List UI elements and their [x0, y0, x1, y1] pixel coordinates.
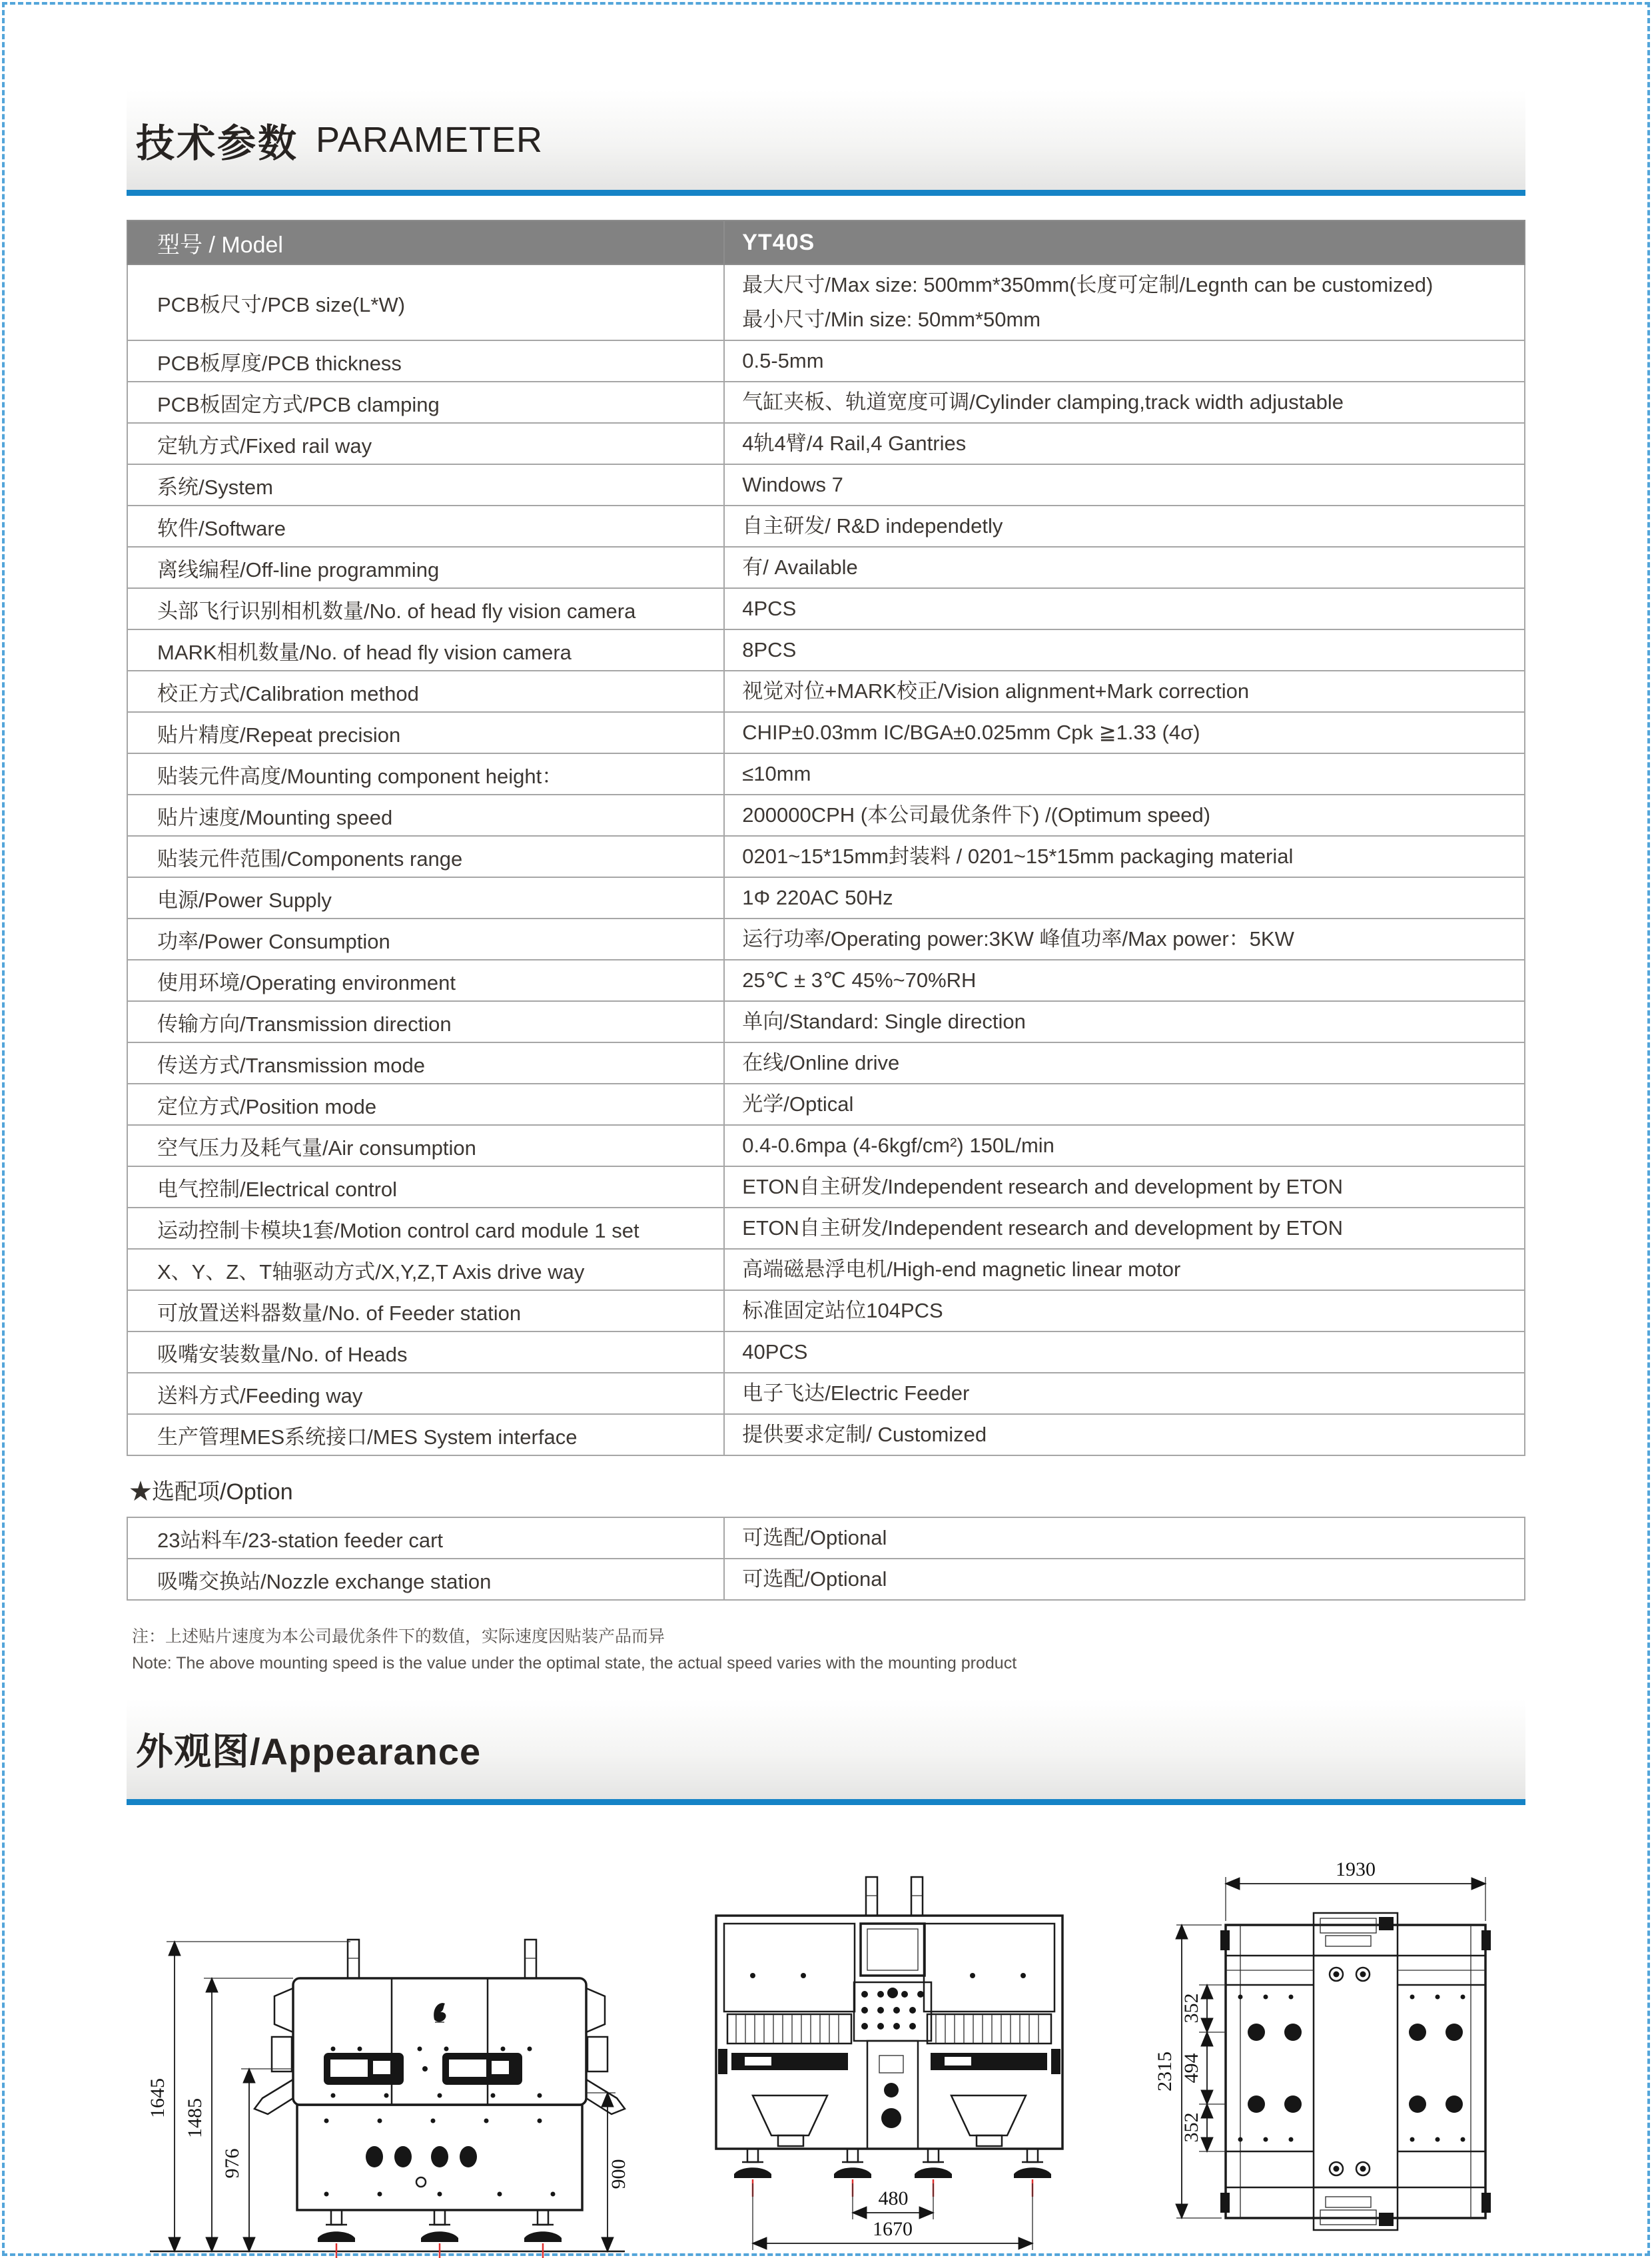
- monitor: [861, 1924, 925, 1976]
- param-label: 运动控制卡模块1套/Motion control card module 1 set: [127, 1208, 724, 1249]
- note-line-cn: 注：上述贴片速度为本公司最优条件下的数值，实际速度因贴装产品而异: [132, 1627, 665, 1646]
- param-value: [724, 1517, 1525, 1559]
- page-content: [127, 0, 1525, 2258]
- table-row: [127, 795, 1525, 836]
- parameter-title-cn: 技术参数: [136, 122, 299, 165]
- param-label: 吸嘴安装数量/No. of Heads: [127, 1331, 724, 1373]
- param-value-line: 4轨4臂/4 Rail,4 Gantries: [742, 432, 967, 455]
- param-value-line: 在线/Online drive: [742, 1051, 900, 1074]
- hopper-left: [753, 2095, 827, 2146]
- param-label: 贴片速度/Mounting speed: [127, 795, 724, 836]
- param-label: 传送方式/Transmission mode: [127, 1042, 724, 1084]
- table-row: [127, 1414, 1525, 1455]
- table-row: [127, 382, 1525, 423]
- table-row: [127, 588, 1525, 629]
- signal-post: [866, 1877, 877, 1916]
- parameter-title-en: PARAMETER: [316, 120, 544, 160]
- param-value-line: Windows 7: [742, 473, 843, 496]
- dim-label: 352: [1180, 2112, 1202, 2143]
- dimension-width: [1226, 1858, 1485, 1921]
- param-value: [724, 547, 1525, 588]
- param-label: PCB板固定方式/PCB clamping: [127, 382, 724, 423]
- table-row: [127, 340, 1525, 382]
- param-label: 软件/Software: [127, 506, 724, 547]
- dim-label: 900: [608, 2159, 629, 2189]
- side-attachment-right: [586, 1988, 625, 2114]
- dim-label: 352: [1180, 1993, 1202, 2024]
- param-value-line: 0201~15*15mm封装料 / 0201~15*15mm packaging material: [742, 845, 1294, 868]
- param-label: 电源/Power Supply: [127, 877, 724, 919]
- table-row: [127, 1331, 1525, 1373]
- signal-post: [911, 1877, 923, 1916]
- param-value-line: 单向/Standard: Single direction: [742, 1010, 1026, 1033]
- param-value: [724, 1331, 1525, 1373]
- param-value-line: ≤10mm: [742, 762, 811, 785]
- param-value: [724, 340, 1525, 382]
- param-value: [724, 464, 1525, 506]
- dimension-rear-band: [1180, 2104, 1226, 2151]
- table-row: [127, 506, 1525, 547]
- param-value: [724, 960, 1525, 1001]
- param-value: [724, 1125, 1525, 1166]
- table-row: [127, 1517, 1525, 1559]
- bolt-dots: [1238, 1995, 1465, 2142]
- param-label: 电气控制/Electrical control: [127, 1166, 724, 1208]
- param-label: 系统/System: [127, 464, 724, 506]
- dim-label: 1485: [184, 2098, 206, 2138]
- table-row: [127, 629, 1525, 671]
- side-attachment-left: [254, 1988, 293, 2114]
- param-value: [724, 629, 1525, 671]
- param-value-line: 视觉对位+MARK校正/Vision alignment+Mark correction: [742, 679, 1250, 703]
- parameter-table: [127, 220, 1525, 1456]
- middle-view-drawing: [653, 1842, 1119, 2258]
- note-line-en: Note: The above mounting speed is the value under the optimal state, the actual speed varies with the mounting product: [132, 1654, 1017, 1673]
- param-value: [724, 795, 1525, 836]
- table-row: [127, 753, 1525, 795]
- param-value: [724, 423, 1525, 464]
- param-value: [724, 264, 1525, 340]
- param-label: 校正方式/Calibration method: [127, 671, 724, 712]
- top-view-drawing: [1126, 1832, 1525, 2258]
- param-value: [724, 1084, 1525, 1125]
- param-value-line: 4PCS: [742, 597, 797, 620]
- center-bolts: [1330, 1968, 1370, 2175]
- param-value-line: 40PCS: [742, 1340, 808, 1363]
- param-value: [724, 1042, 1525, 1084]
- param-value: [724, 712, 1525, 753]
- param-value-line: 最大尺寸/Max size: 500mm*350mm(长度可定制/Legnth can be customized): [742, 273, 1434, 296]
- table-row: [127, 1125, 1525, 1166]
- param-value: [724, 753, 1525, 795]
- option-section-title: ★选配项/Option: [129, 1479, 293, 1505]
- table-row: [127, 1084, 1525, 1125]
- table-header-row: [127, 220, 1525, 264]
- feeder-comb-left: [727, 2014, 851, 2044]
- panel-buttons: [861, 1988, 924, 2030]
- model-header-label: 型号 / Model: [127, 220, 724, 264]
- appearance-header-rule: [127, 1799, 1525, 1805]
- parameter-section-header: [127, 90, 1525, 190]
- param-value: [724, 1373, 1525, 1414]
- machine-top-outline: [1226, 1925, 1485, 2218]
- dimension-body-height: [184, 1978, 293, 2251]
- param-value: [724, 382, 1525, 423]
- dim-label: 1670: [873, 2218, 913, 2240]
- table-row: [127, 464, 1525, 506]
- table-row: [127, 1290, 1525, 1331]
- param-label: X、Y、Z、T轴驱动方式/X,Y,Z,T Axis drive way: [127, 1249, 724, 1290]
- param-value-line: 可选配/Optional: [742, 1567, 887, 1591]
- param-value-line: 气缸夹板、轨道宽度可调/Cylinder clamping,track width adjustable: [742, 390, 1344, 414]
- dim-label: 2315: [1154, 2052, 1176, 2091]
- bottom-center-module: [1314, 2187, 1398, 2230]
- param-label: MARK相机数量/No. of head fly vision camera: [127, 629, 724, 671]
- table-row: [127, 1208, 1525, 1249]
- eton-logo-mark: [434, 2003, 446, 2022]
- param-value-line: 高端磁悬浮电机/High-end magnetic linear motor: [742, 1258, 1181, 1281]
- feeder-slot: [442, 2053, 522, 2085]
- table-row: [127, 423, 1525, 464]
- param-value: [724, 588, 1525, 629]
- param-value-line: 0.5-5mm: [742, 349, 824, 372]
- table-row: [127, 919, 1525, 960]
- param-value-line: 0.4-0.6mpa (4-6kgf/cm²) 150L/min: [742, 1134, 1054, 1157]
- table-row: [127, 712, 1525, 753]
- dim-label: 480: [878, 2187, 909, 2209]
- param-value-line: 自主研发/ R&D independetly: [742, 514, 1003, 538]
- param-label: 送料方式/Feeding way: [127, 1373, 724, 1414]
- front-view-drawing: [127, 1878, 646, 2258]
- feeder-comb-right: [927, 2014, 1051, 2044]
- param-value: [724, 1290, 1525, 1331]
- param-value-line: 光学/Optical: [742, 1092, 854, 1116]
- param-value: [724, 919, 1525, 960]
- model-header-value: YT40S: [724, 220, 1525, 264]
- table-row: [127, 547, 1525, 588]
- left-bay: [724, 1924, 855, 2012]
- param-value: [724, 1208, 1525, 1249]
- dimension-front-band: [1180, 1985, 1226, 2032]
- param-value-line: 标准固定站位104PCS: [742, 1299, 943, 1322]
- table-row: [127, 960, 1525, 1001]
- param-value-line: 提供要求定制/ Customized: [742, 1423, 987, 1446]
- param-label: 使用环境/Operating environment: [127, 960, 724, 1001]
- param-value-line: 有/ Available: [742, 556, 858, 579]
- param-value: [724, 836, 1525, 877]
- dimension-total-height: [147, 1942, 350, 2251]
- table-row: [127, 1042, 1525, 1084]
- dimension-conveyor-height: [221, 2069, 293, 2251]
- param-value: [724, 1166, 1525, 1208]
- dim-label: 1930: [1336, 1858, 1376, 1880]
- parameter-header-rule: [127, 190, 1525, 196]
- dimension-center-band: [1180, 2032, 1226, 2104]
- param-value-line: 200000CPH (本公司最优条件下) /(Optimum speed): [742, 803, 1211, 827]
- param-label: 贴装元件范围/Components range: [127, 836, 724, 877]
- dim-label: 494: [1180, 2053, 1202, 2083]
- table-row: [127, 877, 1525, 919]
- param-label: 生产管理MES系统接口/MES System interface: [127, 1414, 724, 1455]
- param-label: 贴装元件高度/Mounting component height：: [127, 753, 724, 795]
- feeder-slot: [324, 2053, 404, 2085]
- param-label: 定轨方式/Fixed rail way: [127, 423, 724, 464]
- param-value-line: 8PCS: [742, 638, 797, 661]
- param-value-line: 最小尺寸/Min size: 50mm*50mm: [742, 308, 1041, 331]
- param-value: [724, 877, 1525, 919]
- param-value: [724, 1001, 1525, 1042]
- appearance-section-header: [127, 1699, 1525, 1799]
- param-label: PCB板厚度/PCB thickness: [127, 340, 724, 382]
- table-row: [127, 836, 1525, 877]
- machine-body: [293, 1978, 586, 2105]
- param-value-line: ETON自主研发/Independent research and development by ETON: [742, 1175, 1344, 1198]
- table-row: [127, 264, 1525, 340]
- dimension-inner-feet-span: [853, 2183, 933, 2219]
- table-row: [127, 671, 1525, 712]
- param-label: 离线编程/Off-line programming: [127, 547, 724, 588]
- dimension-base-height: [586, 2093, 629, 2251]
- appearance-drawings: [127, 1832, 1525, 2258]
- option-table: [127, 1517, 1525, 1601]
- right-bay: [924, 1924, 1054, 2012]
- param-value-line: CHIP±0.03mm IC/BGA±0.025mm Cpk ≧1.33 (4σ): [742, 721, 1200, 744]
- table-row: [127, 1249, 1525, 1290]
- signal-post: [348, 1940, 359, 1978]
- param-label: PCB板尺寸/PCB size(L*W): [127, 264, 724, 340]
- mount-holes: [1248, 2024, 1463, 2113]
- param-value-line: ETON自主研发/Independent research and development by ETON: [742, 1216, 1344, 1240]
- param-label: 传输方向/Transmission direction: [127, 1001, 724, 1042]
- notes-block: [127, 1623, 1525, 1677]
- param-value: [724, 671, 1525, 712]
- table-row: [127, 1373, 1525, 1414]
- param-value-line: 运行功率/Operating power:3KW 峰值功率/Max power：5KW: [742, 927, 1294, 950]
- param-value-line: 25℃ ± 3℃ 45%~70%RH: [742, 968, 977, 992]
- param-label: 可放置送料器数量/No. of Feeder station: [127, 1290, 724, 1331]
- base-holes: [324, 2119, 556, 2197]
- param-label: 23站料车/23-station feeder cart: [127, 1517, 724, 1559]
- dim-label: 1645: [147, 2078, 169, 2118]
- param-value: [724, 1249, 1525, 1290]
- param-label: 空气压力及耗气量/Air consumption: [127, 1125, 724, 1166]
- param-table-body: [127, 220, 1525, 1455]
- param-value-line: 1Φ 220AC 50Hz: [742, 886, 893, 909]
- dim-label: 976: [221, 2148, 243, 2179]
- param-label: 头部飞行识别相机数量/No. of head fly vision camera: [127, 588, 724, 629]
- param-value-line: 电子飞达/Electric Feeder: [742, 1381, 970, 1405]
- param-value: [724, 506, 1525, 547]
- hopper-right: [951, 2095, 1026, 2146]
- param-label: 功率/Power Consumption: [127, 919, 724, 960]
- table-row: [127, 1166, 1525, 1208]
- top-center-module: [1314, 1913, 1398, 1956]
- param-label: 贴片精度/Repeat precision: [127, 712, 724, 753]
- appearance-title: 外观图/Appearance: [136, 1730, 482, 1772]
- param-value: [724, 1414, 1525, 1455]
- param-label: 定位方式/Position mode: [127, 1084, 724, 1125]
- option-table-body: [127, 1517, 1525, 1600]
- table-row: [127, 1559, 1525, 1600]
- param-value-line: 可选配/Optional: [742, 1526, 887, 1549]
- signal-post: [525, 1940, 536, 1978]
- param-value: [724, 1559, 1525, 1600]
- param-label: 吸嘴交换站/Nozzle exchange station: [127, 1559, 724, 1600]
- table-row: [127, 1001, 1525, 1042]
